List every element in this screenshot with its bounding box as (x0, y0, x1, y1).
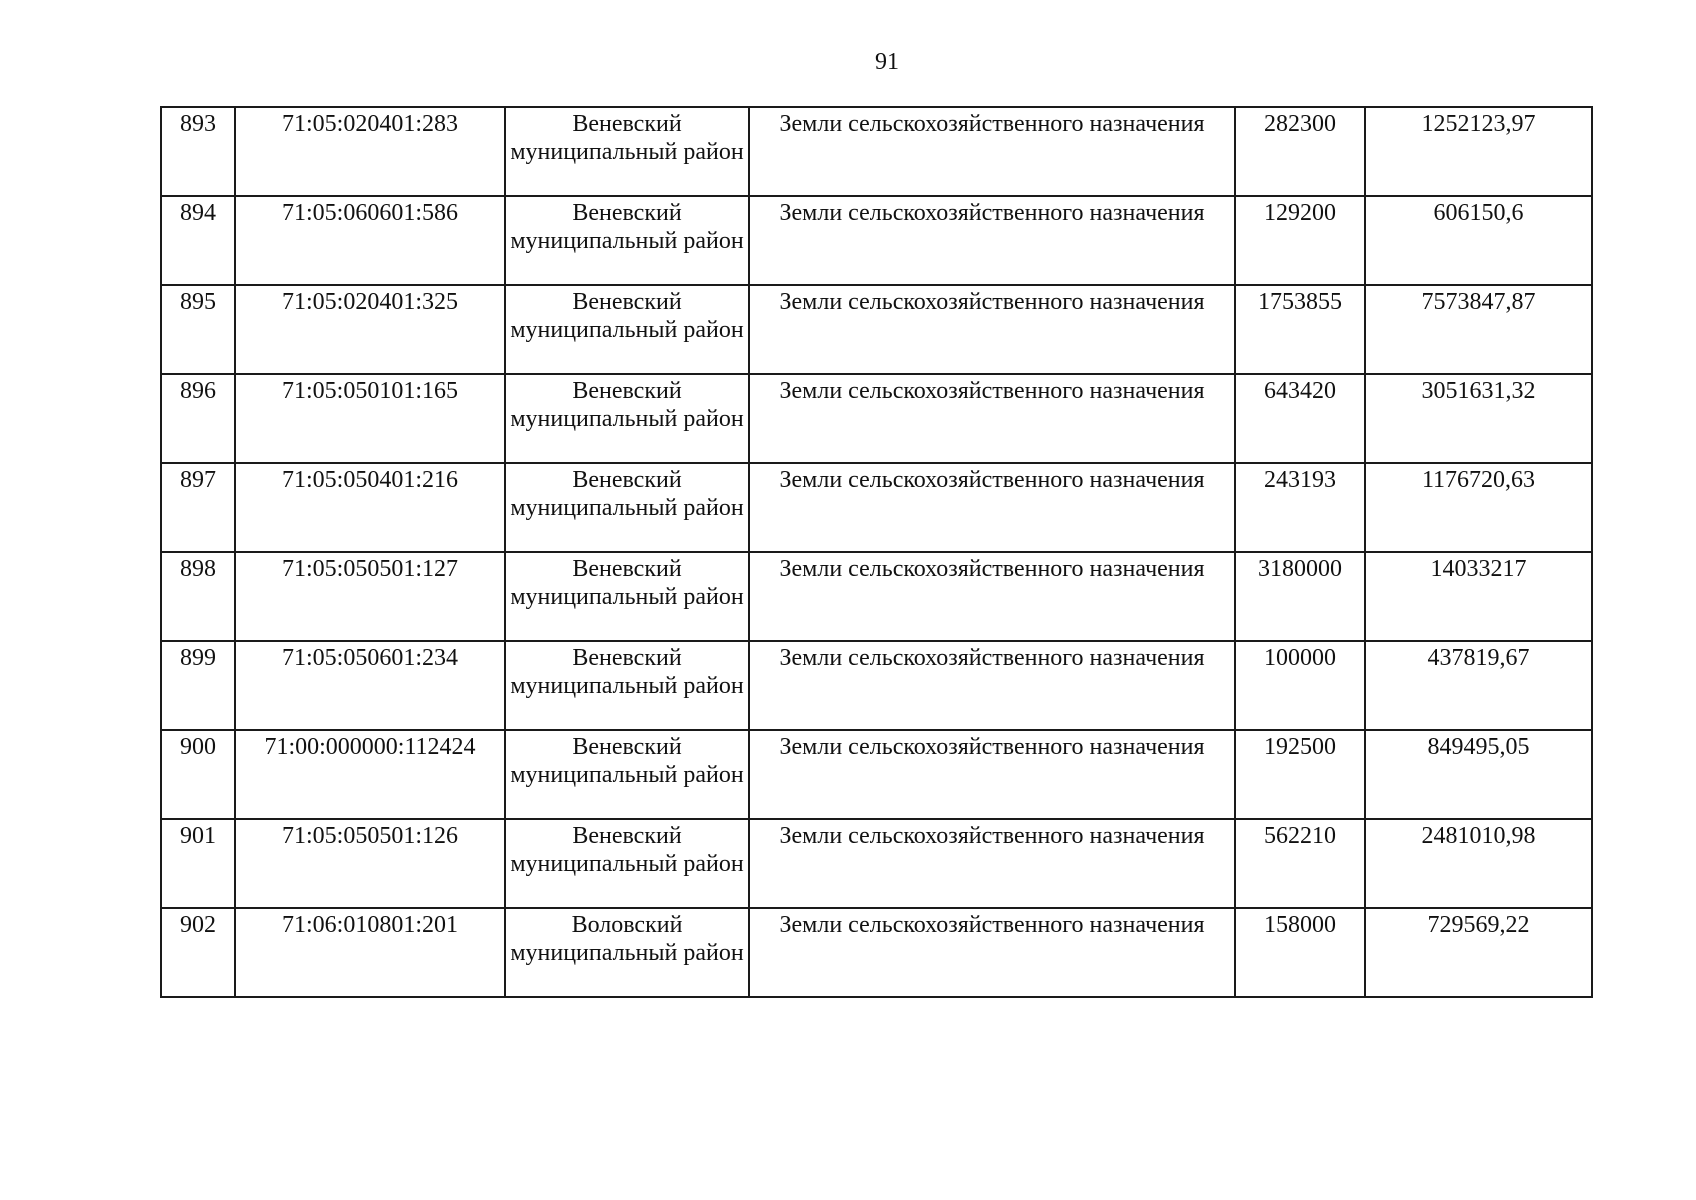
municipality: Веневский муниципальный район (505, 374, 749, 463)
land-category: Земли сельскохозяйственного назначения (749, 819, 1235, 908)
page-number: 91 (875, 49, 899, 75)
area: 282300 (1235, 107, 1365, 196)
area: 3180000 (1235, 552, 1365, 641)
table-row (161, 641, 1592, 730)
table-row (161, 819, 1592, 908)
area: 243193 (1235, 463, 1365, 552)
land-category: Земли сельскохозяйственного назначения (749, 107, 1235, 196)
cadastral-cost: 7573847,87 (1365, 285, 1592, 374)
area: 562210 (1235, 819, 1365, 908)
cadastral-cost: 2481010,98 (1365, 819, 1592, 908)
cadastral-cost: 437819,67 (1365, 641, 1592, 730)
area: 192500 (1235, 730, 1365, 819)
cadastral-number: 71:05:050601:234 (235, 641, 505, 730)
cadastral-number: 71:05:020401:325 (235, 285, 505, 374)
cadastral-number: 71:05:020401:283 (235, 107, 505, 196)
cadastral-cost: 1176720,63 (1365, 463, 1592, 552)
land-category: Земли сельскохозяйственного назначения (749, 285, 1235, 374)
row-number: 899 (161, 641, 235, 730)
row-number: 893 (161, 107, 235, 196)
row-number: 902 (161, 908, 235, 997)
municipality: Веневский муниципальный район (505, 463, 749, 552)
table-row (161, 730, 1592, 819)
cadastral-cost: 729569,22 (1365, 908, 1592, 997)
row-number: 901 (161, 819, 235, 908)
cadastral-number: 71:05:050501:126 (235, 819, 505, 908)
row-number: 896 (161, 374, 235, 463)
municipality: Веневский муниципальный район (505, 107, 749, 196)
municipality: Воловский муниципальный район (505, 908, 749, 997)
area: 158000 (1235, 908, 1365, 997)
land-category: Земли сельскохозяйственного назначения (749, 463, 1235, 552)
table-row (161, 463, 1592, 552)
cadastral-cost: 1252123,97 (1365, 107, 1592, 196)
area: 643420 (1235, 374, 1365, 463)
municipality: Веневский муниципальный район (505, 641, 749, 730)
cadastral-number: 71:00:000000:112424 (235, 730, 505, 819)
area: 129200 (1235, 196, 1365, 285)
table-row (161, 374, 1592, 463)
area: 1753855 (1235, 285, 1365, 374)
table-row (161, 285, 1592, 374)
row-number: 898 (161, 552, 235, 641)
municipality: Веневский муниципальный район (505, 285, 749, 374)
cadastral-cost: 14033217 (1365, 552, 1592, 641)
row-number: 894 (161, 196, 235, 285)
table-row (161, 107, 1592, 196)
land-category: Земли сельскохозяйственного назначения (749, 641, 1235, 730)
municipality: Веневский муниципальный район (505, 730, 749, 819)
row-number: 897 (161, 463, 235, 552)
table-row (161, 552, 1592, 641)
municipality: Веневский муниципальный район (505, 552, 749, 641)
cadastral-cost: 849495,05 (1365, 730, 1592, 819)
row-number: 900 (161, 730, 235, 819)
row-number: 895 (161, 285, 235, 374)
cadastral-number: 71:05:050401:216 (235, 463, 505, 552)
municipality: Веневский муниципальный район (505, 819, 749, 908)
cadastral-cost: 3051631,32 (1365, 374, 1592, 463)
land-category: Земли сельскохозяйственного назначения (749, 552, 1235, 641)
land-category: Земли сельскохозяйственного назначения (749, 730, 1235, 819)
area: 100000 (1235, 641, 1365, 730)
land-category: Земли сельскохозяйственного назначения (749, 374, 1235, 463)
cadastral-number: 71:05:050501:127 (235, 552, 505, 641)
cadastral-cost: 606150,6 (1365, 196, 1592, 285)
land-category: Земли сельскохозяйственного назначения (749, 908, 1235, 997)
table-row (161, 908, 1592, 997)
cadastral-number: 71:05:050101:165 (235, 374, 505, 463)
cadastral-number: 71:06:010801:201 (235, 908, 505, 997)
cadastral-number: 71:05:060601:586 (235, 196, 505, 285)
land-plots-table (160, 106, 1593, 998)
table-row (161, 196, 1592, 285)
land-category: Земли сельскохозяйственного назначения (749, 196, 1235, 285)
municipality: Веневский муниципальный район (505, 196, 749, 285)
